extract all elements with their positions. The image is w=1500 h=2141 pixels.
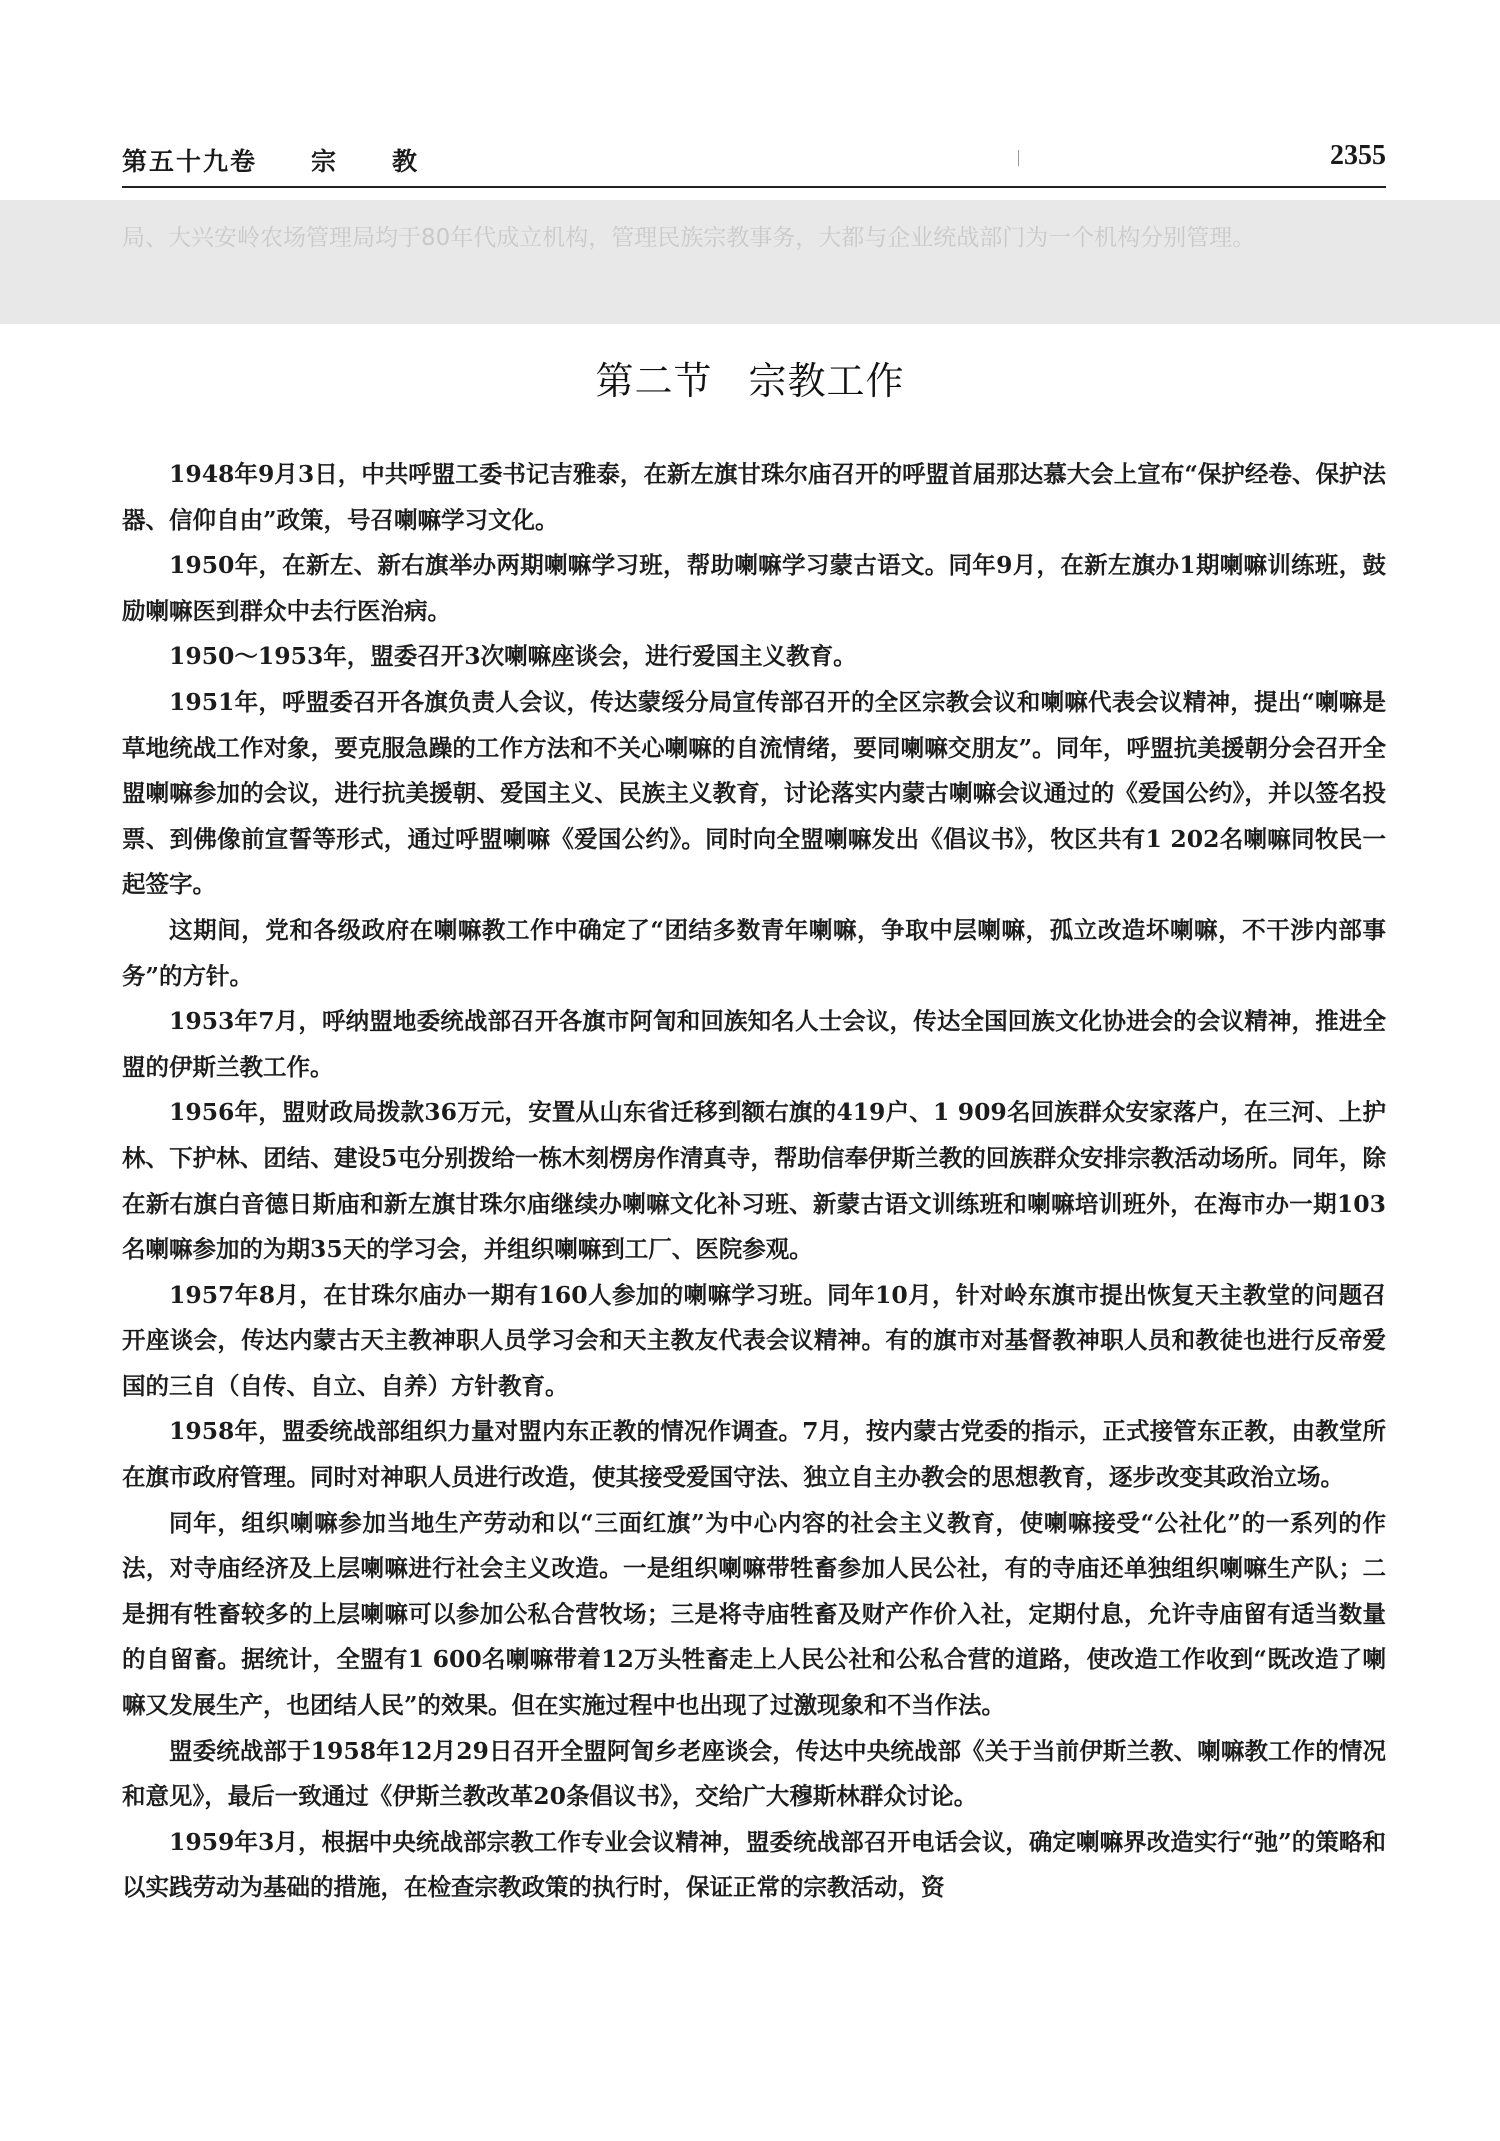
running-header bbox=[122, 138, 1386, 188]
paragraph: 1956年，盟财政局拨款36万元，安置从山东省迁移到额右旗的419户、1 909名回族群众安家落户，在三河、上护林、下护林、团结、建设5屯分别拨给一栋木刻楞房作清真寺，帮助信奉伊斯兰教的回族群众安排宗教活动场所。同年，除在新右旗白音德日斯庙和新左旗甘珠尔庙继续办喇嘛文化补习班、新蒙古语文训练班和喇嘛培训班外，在海市办一期103名喇嘛参加的为期35天的学习会，并组织喇嘛到工厂、医院参观。 bbox=[122, 1098, 1386, 1264]
paragraph: 1959年3月，根据中央统战部宗教工作专业会议精神，盟委统战部召开电话会议，确定喇嘛界改造实行“弛”的策略和以实践劳动为基础的措施，在检查宗教政策的执行时，保证正常的宗教活动，资 bbox=[122, 1827, 1386, 1902]
volume-label: 第五十九卷 bbox=[122, 147, 258, 176]
body-text bbox=[122, 452, 1386, 1911]
section-title bbox=[0, 350, 1500, 405]
topic-char-2: 教 bbox=[392, 147, 420, 176]
section-number: 第二节 bbox=[595, 359, 713, 403]
paragraph: 1953年7月，呼纳盟地委统战部召开各旗市阿訇和回族知名人士会议，传达全国回族文化协进会的会议精神，推进全盟的伊斯兰教工作。 bbox=[122, 1007, 1386, 1081]
paragraph: 1957年8月，在甘珠尔庙办一期有160人参加的喇嘛学习班。同年10月，针对岭东旗市提出恢复天主教堂的问题召开座谈会，传达内蒙古天主教神职人员学习会和天主教友代表会议精神。有的旗市对基督教神职人员和教徒也进行反帝爱国的三自（自传、自立、自养）方针教育。 bbox=[122, 1280, 1386, 1400]
paragraph: 1948年9月3日，中共呼盟工委书记吉雅泰，在新左旗甘珠尔庙召开的呼盟首届那达慕大会上宣布“保护经卷、保护法器、信仰自由”政策，号召喇嘛学习文化。 bbox=[122, 460, 1386, 534]
overlay-text: 局、大兴安岭农场管理局均于80年代成立机构，管理民族宗教事务，大都与企业统战部门为一个机构分别管理。 bbox=[122, 225, 1256, 251]
section-heading: 宗教工作 bbox=[748, 359, 905, 403]
paragraph: 1950～1953年，盟委召开3次喇嘛座谈会，进行爱国主义教育。 bbox=[169, 642, 857, 671]
page-number: 2355 bbox=[1330, 140, 1386, 171]
faded-overlay-band bbox=[0, 200, 1500, 324]
paragraph: 1950年，在新左、新右旗举办两期喇嘛学习班，帮助喇嘛学习蒙古语文。同年9月，在新左旗办1期喇嘛训练班，鼓励喇嘛医到群众中去行医治病。 bbox=[122, 551, 1386, 625]
header-left bbox=[122, 142, 445, 178]
paragraph: 同年，组织喇嘛参加当地生产劳动和以“三面红旗”为中心内容的社会主义教育，使喇嘛接受“公社化”的一系列的作法，对寺庙经济及上层喇嘛进行社会主义改造。一是组织喇嘛带牲畜参加人民公社，有的寺庙还单独组织喇嘛生产队；二是拥有牲畜较多的上层喇嘛可以参加公私合营牧场；三是将寺庙牲畜及财产作价入社，定期付息，允许寺庙留有适当数量的自留畜。据统计，全盟有1 600名喇嘛带着12万头牲畜走上人民公社和公私合营的道路，使改造工作收到“既改造了喇嘛又发展生产，也团结人民”的效果。但在实施过程中也出现了过激现象和不当作法。 bbox=[122, 1508, 1386, 1720]
topic-char-1: 宗 bbox=[311, 147, 339, 176]
paragraph: 1951年，呼盟委召开各旗负责人会议，传达蒙绥分局宣传部召开的全区宗教会议和喇嘛代表会议精神，提出“喇嘛是草地统战工作对象，要克服急躁的工作方法和不关心喇嘛的自流情绪，要同喇嘛交朋友”。同年，呼盟抗美援朝分会召开全盟喇嘛参加的会议，进行抗美援朝、爱国主义、民族主义教育，讨论落实内蒙古喇嘛会议通过的《爱国公约》，并以签名投票、到佛像前宣誓等形式，通过呼盟喇嘛《爱国公约》。同时向全盟喇嘛发出《倡议书》，牧区共有1 202名喇嘛同牧民一起签字。 bbox=[122, 687, 1386, 899]
paragraph: 1958年，盟委统战部组织力量对盟内东正教的情况作调查。7月，按内蒙古党委的指示，正式接管东正教，由教堂所在旗市政府管理。同时对神职人员进行改造，使其接受爱国守法、独立自主办教会的思想教育，逐步改变其政治立场。 bbox=[122, 1417, 1386, 1492]
paragraph: 盟委统战部于1958年12月29日召开全盟阿訇乡老座谈会，传达中央统战部《关于当前伊斯兰教、喇嘛教工作的情况和意见》，最后一致通过《伊斯兰教改革20条倡议书》，交给广大穆斯林群众讨论。 bbox=[122, 1736, 1386, 1811]
paragraph: 这期间，党和各级政府在喇嘛教工作中确定了“团结多数青年喇嘛，争取中层喇嘛，孤立改造坏喇嘛，不干涉内部事务”的方针。 bbox=[122, 915, 1386, 990]
scan-mark bbox=[1018, 150, 1019, 166]
